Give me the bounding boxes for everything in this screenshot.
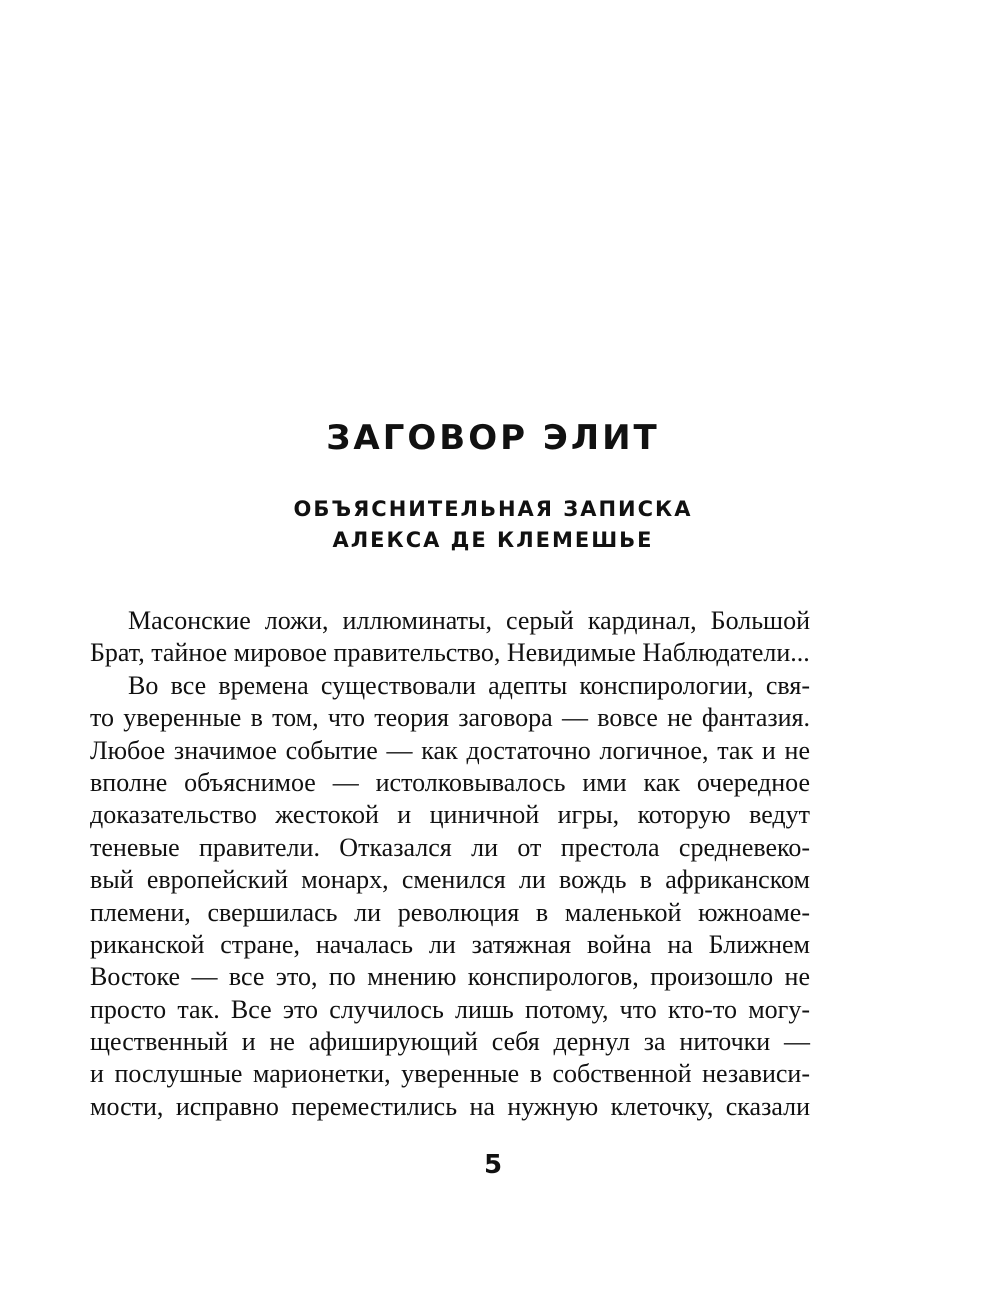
chapter-title: ЗАГОВОР ЭЛИТ: [326, 418, 660, 458]
text-line: вый европейский монарх, сменился ли вождь в африканском: [90, 865, 810, 895]
text-line: мости, исправно переместились на нужную клеточку, сказали: [90, 1091, 810, 1121]
text-line: то уверенные в том, что теория заговора — вовсе не фантазия.: [90, 703, 810, 733]
subtitle-line: ОБЪЯСНИТЕЛЬНАЯ ЗАПИСКА: [293, 497, 693, 521]
text-line: Брат, тайное мировое правительство, Невидимые Наблюдатели...: [90, 638, 810, 668]
text-line: щественный и не афиширующий себя дернул за ниточки —: [90, 1027, 810, 1057]
text-line: Во все времена существовали адепты конспирологии, свя-: [128, 670, 810, 700]
text-line: и послушные марионетки, уверенные в собственной независи-: [90, 1059, 810, 1089]
page-number: 5: [483, 1150, 503, 1180]
text-line: вполне объяснимое — истолковывалось ими как очередное: [90, 767, 810, 797]
text-line: теневые правители. Отказался ли от престола средневеко-: [90, 832, 810, 862]
body-text: [90, 605, 810, 1123]
subtitle-author-line: АЛЕКСА ДЕ КЛЕМЕШЬЕ: [332, 528, 654, 552]
text-line: Любое значимое событие — как достаточно логичное, так и не: [90, 735, 810, 765]
text-line: риканской стране, началась ли затяжная война на Ближнем: [90, 929, 810, 959]
text-line: Масонские ложи, иллюминаты, серый кардинал, Большой: [128, 606, 810, 635]
text-line: доказательство жестокой и циничной игры, которую ведут: [90, 800, 810, 830]
text-line: племени, свершилась ли революция в маленькой южноаме-: [90, 897, 810, 927]
text-line: просто так. Все это случилось лишь потому, что кто-то могу-: [90, 994, 810, 1024]
text-line: Востоке — все это, по мнению конспирологов, произошло не: [90, 962, 810, 992]
chapter-subtitle: [0, 494, 986, 556]
